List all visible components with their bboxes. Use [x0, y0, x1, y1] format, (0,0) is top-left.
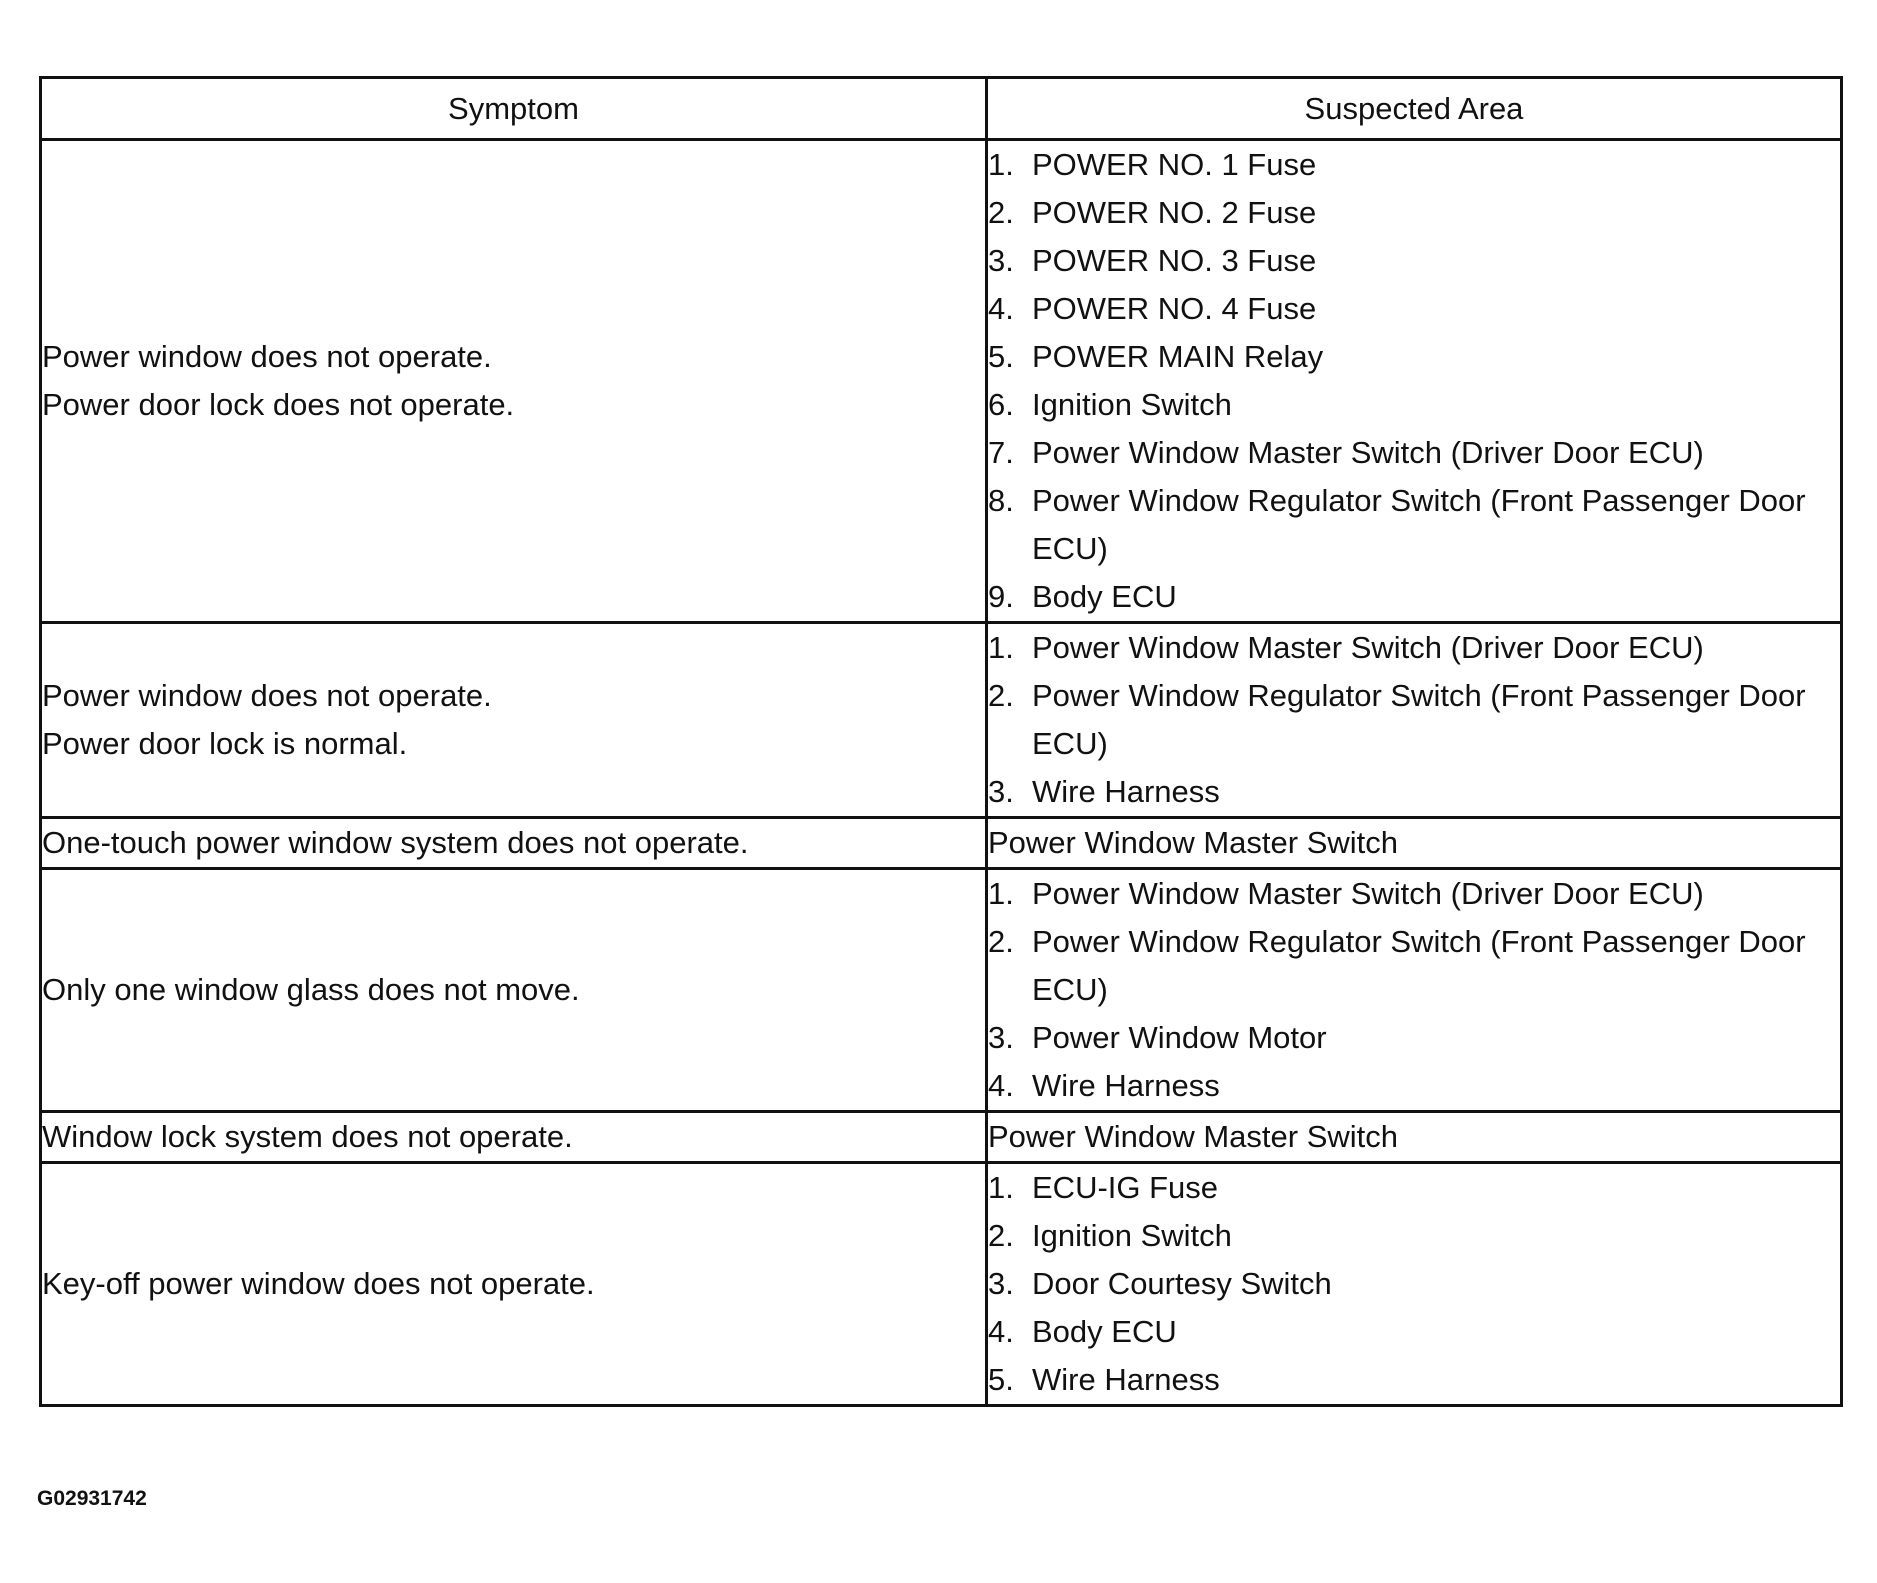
list-item — [988, 870, 1840, 918]
item-text: Ignition Switch — [1032, 1218, 1232, 1253]
item-number: 7. — [988, 435, 1014, 470]
table-row — [41, 818, 1842, 869]
item-text: Power Window Master Switch (Driver Door ECU) — [1032, 435, 1704, 470]
list-item — [988, 381, 1840, 429]
header-suspected-area: Suspected Area — [987, 78, 1842, 140]
suspected-area-cell — [987, 818, 1842, 869]
list-item — [988, 189, 1840, 237]
item-text: Power Window Regulator Switch (Front Passenger Door ECU) — [1032, 924, 1806, 1007]
item-text: Wire Harness — [1032, 1068, 1220, 1103]
suspected-area-list — [988, 624, 1840, 816]
item-text: Body ECU — [1032, 579, 1177, 614]
item-number: 1. — [988, 147, 1014, 182]
item-number: 5. — [988, 1362, 1014, 1397]
item-text: POWER NO. 4 Fuse — [1032, 291, 1317, 326]
symptom-line: Key-off power window does not operate. — [42, 1266, 595, 1301]
list-item — [988, 1308, 1840, 1356]
list-item — [988, 1164, 1840, 1212]
symptom-line: Power door lock does not operate. — [42, 387, 515, 422]
figure-code: G02931742 — [37, 1487, 147, 1510]
list-item — [988, 429, 1840, 477]
list-item — [988, 141, 1840, 189]
header-symptom: Symptom — [41, 78, 987, 140]
item-number: 6. — [988, 387, 1014, 422]
item-number: 3. — [988, 1266, 1014, 1301]
symptom-line: One-touch power window system does not operate. — [42, 825, 749, 860]
symptom-line: Power door lock is normal. — [42, 726, 408, 761]
item-number: 3. — [988, 243, 1014, 278]
symptom-line: Power window does not operate. — [42, 339, 492, 374]
table-row — [41, 869, 1842, 1112]
symptom-cell — [41, 1163, 987, 1406]
table-row — [41, 140, 1842, 623]
symptom-cell — [41, 818, 987, 869]
suspected-area-cell — [987, 1112, 1842, 1163]
list-item — [988, 624, 1840, 672]
table-row — [41, 1163, 1842, 1406]
item-number: 4. — [988, 1068, 1014, 1103]
symptom-line: Only one window glass does not move. — [42, 972, 580, 1007]
suspected-area-list — [988, 1164, 1840, 1404]
item-number: 2. — [988, 924, 1014, 959]
list-item — [988, 573, 1840, 621]
item-text: Power Window Master Switch (Driver Door ECU) — [1032, 876, 1704, 911]
item-text: Ignition Switch — [1032, 387, 1232, 422]
table-row — [41, 1112, 1842, 1163]
item-text: POWER NO. 2 Fuse — [1032, 195, 1317, 230]
item-number: 1. — [988, 876, 1014, 911]
symptom-line: Window lock system does not operate. — [42, 1119, 573, 1154]
item-text: Body ECU — [1032, 1314, 1177, 1349]
item-number: 3. — [988, 1020, 1014, 1055]
item-text: POWER NO. 3 Fuse — [1032, 243, 1317, 278]
item-number: 4. — [988, 291, 1014, 326]
item-text: Power Window Regulator Switch (Front Passenger Door ECU) — [1032, 678, 1806, 761]
list-item — [988, 285, 1840, 333]
item-text: Wire Harness — [1032, 1362, 1220, 1397]
symptom-line: Power window does not operate. — [42, 678, 492, 713]
symptom-cell — [41, 140, 987, 623]
suspected-area-text: Power Window Master Switch — [988, 1119, 1399, 1154]
item-text: Power Window Master Switch (Driver Door ECU) — [1032, 630, 1704, 665]
item-text: ECU-IG Fuse — [1032, 1170, 1219, 1205]
list-item — [988, 1014, 1840, 1062]
list-item — [988, 1260, 1840, 1308]
item-number: 1. — [988, 1170, 1014, 1205]
suspected-area-cell — [987, 140, 1842, 623]
item-text: Power Window Regulator Switch (Front Passenger Door ECU) — [1032, 483, 1806, 566]
item-number: 9. — [988, 579, 1014, 614]
symptom-cell — [41, 1112, 987, 1163]
item-number: 5. — [988, 339, 1014, 374]
symptom-cell — [41, 623, 987, 818]
list-item — [988, 672, 1840, 768]
item-number: 4. — [988, 1314, 1014, 1349]
table-row — [41, 623, 1842, 818]
item-number: 8. — [988, 483, 1014, 518]
suspected-area-text: Power Window Master Switch — [988, 825, 1399, 860]
symptom-cell — [41, 869, 987, 1112]
list-item — [988, 333, 1840, 381]
suspected-area-cell — [987, 623, 1842, 818]
item-text: Door Courtesy Switch — [1032, 1266, 1332, 1301]
list-item — [988, 768, 1840, 816]
item-number: 3. — [988, 774, 1014, 809]
list-item — [988, 1212, 1840, 1260]
table-header-row — [41, 78, 1842, 140]
list-item — [988, 477, 1840, 573]
item-number: 2. — [988, 678, 1014, 713]
suspected-area-cell — [987, 1163, 1842, 1406]
list-item — [988, 1356, 1840, 1404]
item-text: Power Window Motor — [1032, 1020, 1327, 1055]
item-number: 1. — [988, 630, 1014, 665]
suspected-area-cell — [987, 869, 1842, 1112]
list-item — [988, 918, 1840, 1014]
item-number: 2. — [988, 1218, 1014, 1253]
item-number: 2. — [988, 195, 1014, 230]
item-text: POWER NO. 1 Fuse — [1032, 147, 1317, 182]
symptom-table-container — [39, 76, 1840, 1407]
suspected-area-list — [988, 870, 1840, 1110]
symptom-table — [39, 76, 1843, 1407]
list-item — [988, 1062, 1840, 1110]
list-item — [988, 237, 1840, 285]
item-text: POWER MAIN Relay — [1032, 339, 1324, 374]
suspected-area-list — [988, 141, 1840, 621]
item-text: Wire Harness — [1032, 774, 1220, 809]
